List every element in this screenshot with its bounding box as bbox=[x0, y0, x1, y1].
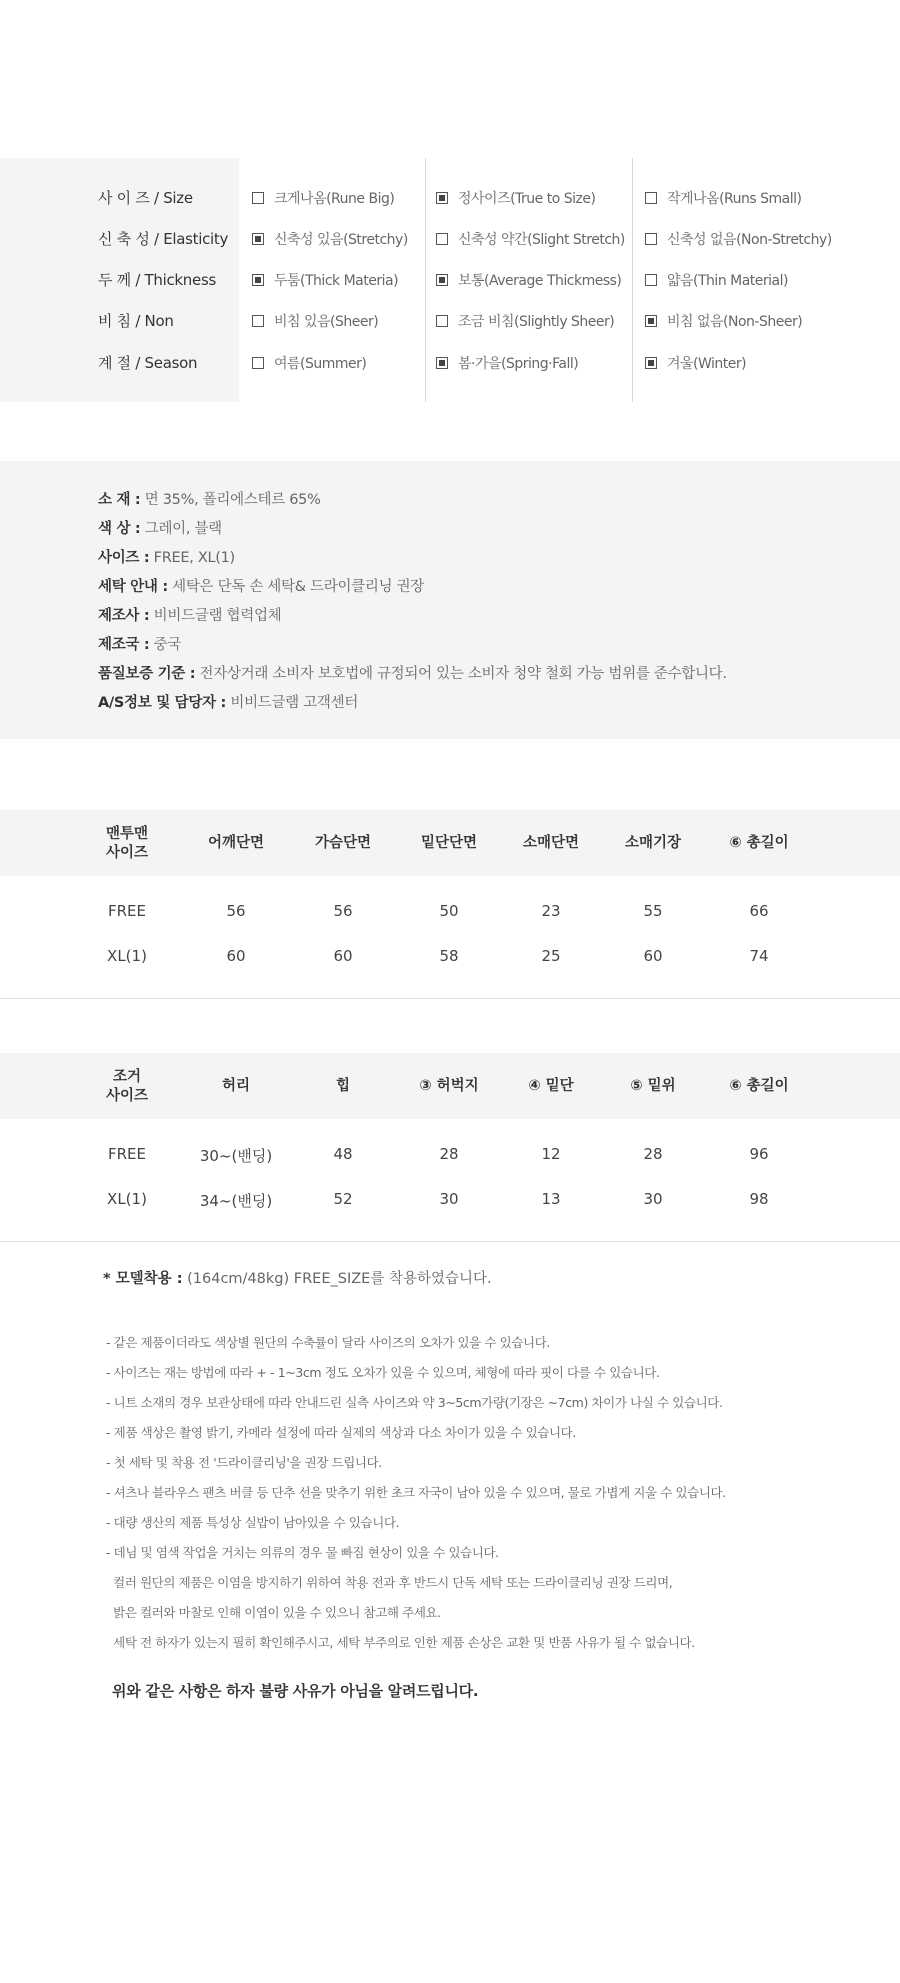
option-slightly-sheer: 조금 비침(Slightly Sheer) bbox=[436, 311, 614, 331]
attribute-label-elasticity: 신 축 성 / Elasticity bbox=[98, 230, 229, 248]
table-cell: 30 bbox=[643, 1190, 663, 1208]
care-note: 컬러 원단의 제품은 이염을 방지하기 위하여 착용 전과 후 반드시 단독 세탁 또는 드라이클리닝 권장 드리며, bbox=[106, 1575, 673, 1590]
table-cell: 48 bbox=[333, 1145, 353, 1163]
table-cell: 25 bbox=[541, 947, 561, 965]
bottom-size-table bbox=[0, 1053, 900, 1243]
attribute-label-size: 사 이 즈 / Size bbox=[98, 189, 193, 207]
table-header-cell: ④ 밑단 bbox=[528, 1078, 574, 1094]
info-quality-guarantee: 품질보증 기준 : 전자상거래 소비자 보호법에 규정되어 있는 소비자 청약 철회 가능 범위를 준수합니다. bbox=[98, 666, 727, 682]
attribute-label-thickness: 두 께 / Thickness bbox=[98, 271, 216, 289]
care-note: 밝은 컬러와 마찰로 인해 이염이 있을 수 있으니 참고해 주세요. bbox=[106, 1605, 441, 1620]
option-thick: 두툼(Thick Materia) bbox=[252, 270, 398, 290]
care-note: - 같은 제품이더라도 색상별 원단의 수축률이 달라 사이즈의 오차가 있을 수 있습니다. bbox=[106, 1335, 550, 1350]
checkbox-icon bbox=[436, 274, 448, 286]
table-cell: 34~(밴딩) bbox=[199, 1192, 273, 1210]
care-note: - 니트 소재의 경우 보관상태에 따라 안내드린 실측 사이즈와 약 3~5cm가량(기장은 ~7cm) 차이가 나실 수 있습니다. bbox=[106, 1395, 723, 1410]
table-cell: 12 bbox=[541, 1145, 561, 1163]
checkbox-icon bbox=[645, 274, 657, 286]
table-cell: 60 bbox=[226, 947, 246, 965]
column-divider bbox=[425, 158, 426, 402]
table-cell: FREE bbox=[107, 1145, 146, 1163]
info-origin: 제조국 : 중국 bbox=[98, 637, 182, 653]
checkbox-icon bbox=[252, 315, 264, 327]
table-header-cell: 어깨단면 bbox=[207, 835, 265, 851]
table-cell: 96 bbox=[749, 1145, 769, 1163]
table-cell: 58 bbox=[439, 947, 459, 965]
table-header-cell: ⑥ 총길이 bbox=[729, 1078, 789, 1094]
table-divider bbox=[0, 998, 900, 999]
option-thin: 얇음(Thin Material) bbox=[645, 270, 788, 290]
table-header-cell: 소매단면 bbox=[522, 835, 580, 851]
checkbox-icon bbox=[436, 315, 448, 327]
info-washing: 세탁 안내 : 세탁은 단독 손 세탁& 드라이클리닝 권장 bbox=[98, 579, 425, 595]
info-size: 사이즈 : FREE, XL(1) bbox=[98, 550, 235, 566]
table-cell: 28 bbox=[439, 1145, 459, 1163]
column-divider bbox=[632, 158, 633, 402]
table-header-cell: ③ 허벅지 bbox=[419, 1078, 479, 1094]
table-header-cell: ⑤ 밑위 bbox=[630, 1078, 676, 1094]
option-true-to-size: 정사이즈(True to Size) bbox=[436, 188, 595, 208]
attribute-grid bbox=[0, 158, 900, 402]
checkbox-icon bbox=[252, 233, 264, 245]
checkbox-icon bbox=[645, 315, 657, 327]
table-cell: 13 bbox=[541, 1190, 561, 1208]
table-header-cell: 밑단단면 bbox=[420, 835, 478, 851]
option-runs-big: 크게나옴(Rune Big) bbox=[252, 188, 394, 208]
option-runs-small: 작게나옴(Runs Small) bbox=[645, 188, 802, 208]
info-material: 소 재 : 면 35%, 폴리에스테르 65% bbox=[98, 492, 321, 508]
table-header-cell: 힙 bbox=[335, 1078, 350, 1094]
care-note: - 데님 및 염색 작업을 거치는 의류의 경우 물 빠짐 현상이 있을 수 있습니다. bbox=[106, 1545, 499, 1560]
table-divider bbox=[0, 1241, 900, 1242]
table-cell: 28 bbox=[643, 1145, 663, 1163]
table-cell: 60 bbox=[333, 947, 353, 965]
info-as-contact: A/S정보 및 담당자 : 비비드글램 고객센터 bbox=[98, 695, 359, 711]
info-color: 색 상 : 그레이, 블랙 bbox=[98, 521, 222, 537]
table-cell: 98 bbox=[749, 1190, 769, 1208]
option-summer: 여름(Summer) bbox=[252, 353, 366, 373]
table-header-cell: 맨투맨 사이즈 bbox=[105, 826, 149, 861]
option-slight-stretch: 신축성 약간(Slight Stretch) bbox=[436, 229, 625, 249]
table-header-cell: 허리 bbox=[221, 1078, 250, 1094]
checkbox-icon bbox=[252, 357, 264, 369]
attribute-label-sheer: 비 침 / Non bbox=[98, 312, 174, 330]
attribute-label-column bbox=[0, 158, 239, 402]
model-fitting-info: * 모델착용 : (164cm/48kg) FREE_SIZE를 착용하였습니다. bbox=[103, 1271, 492, 1287]
table-header-cell: ⑥ 총길이 bbox=[729, 835, 789, 851]
care-note: - 셔츠나 블라우스 팬츠 버클 등 단추 선을 맞추기 위한 초크 자국이 남아 있을 수 있으며, 물로 가볍게 지울 수 있습니다. bbox=[106, 1485, 726, 1500]
care-note: - 첫 세탁 및 착용 전 '드라이클리닝'을 권장 드립니다. bbox=[106, 1455, 382, 1470]
option-sheer: 비침 있음(Sheer) bbox=[252, 311, 378, 331]
checkbox-icon bbox=[645, 192, 657, 204]
product-info bbox=[0, 461, 900, 739]
checkbox-icon bbox=[645, 233, 657, 245]
care-note: - 사이즈는 재는 방법에 따라 + - 1~3cm 정도 오차가 있을 수 있으며, 체형에 따라 핏이 다를 수 있습니다. bbox=[106, 1365, 660, 1380]
care-note: 세탁 전 하자가 있는지 필히 확인해주시고, 세탁 부주의로 인한 제품 손상은 교환 및 반품 사유가 될 수 없습니다. bbox=[106, 1635, 695, 1650]
table-cell: 74 bbox=[749, 947, 769, 965]
table-header bbox=[0, 810, 900, 876]
table-cell: 66 bbox=[749, 902, 769, 920]
option-average-thickness: 보통(Average Thickmess) bbox=[436, 270, 621, 290]
option-spring-fall: 봄·가을(Spring·Fall) bbox=[436, 353, 578, 373]
table-header bbox=[0, 1053, 900, 1119]
table-header-cell: 가슴단면 bbox=[314, 835, 372, 851]
table-cell: 50 bbox=[439, 902, 459, 920]
table-cell: 60 bbox=[643, 947, 663, 965]
table-cell: XL(1) bbox=[107, 1190, 147, 1208]
care-note: - 제품 색상은 촬영 밝기, 카메라 설정에 따라 실제의 색상과 다소 차이가 있을 수 있습니다. bbox=[106, 1425, 576, 1440]
info-manufacturer: 제조사 : 비비드글램 협력업체 bbox=[98, 608, 282, 624]
checkbox-icon bbox=[436, 233, 448, 245]
care-note: - 대량 생산의 제품 특성상 실밥이 남아있을 수 있습니다. bbox=[106, 1515, 400, 1530]
table-cell: 30~(밴딩) bbox=[199, 1147, 273, 1165]
checkbox-icon bbox=[436, 357, 448, 369]
checkbox-icon bbox=[645, 357, 657, 369]
attribute-label-season: 계 절 / Season bbox=[98, 354, 198, 372]
table-header-cell: 소매기장 bbox=[624, 835, 682, 851]
checkbox-icon bbox=[252, 274, 264, 286]
option-non-stretchy: 신축성 없음(Non-Stretchy) bbox=[645, 229, 832, 249]
table-cell: 56 bbox=[333, 902, 353, 920]
top-size-table bbox=[0, 810, 900, 1000]
table-cell: XL(1) bbox=[107, 947, 147, 965]
checkbox-icon bbox=[436, 192, 448, 204]
table-cell: 30 bbox=[439, 1190, 459, 1208]
table-header-cell: 조거 사이즈 bbox=[105, 1069, 149, 1104]
table-cell: 52 bbox=[333, 1190, 353, 1208]
table-cell: 55 bbox=[643, 902, 663, 920]
option-stretchy: 신축성 있음(Stretchy) bbox=[252, 229, 408, 249]
table-cell: 23 bbox=[541, 902, 561, 920]
closing-statement: 위와 같은 사항은 하자 불량 사유가 아님을 알려드립니다. bbox=[112, 1682, 479, 1700]
option-non-sheer: 비침 없음(Non-Sheer) bbox=[645, 311, 802, 331]
option-winter: 겨울(Winter) bbox=[645, 353, 746, 373]
checkbox-icon bbox=[252, 192, 264, 204]
table-cell: 56 bbox=[226, 902, 246, 920]
table-cell: FREE bbox=[107, 902, 146, 920]
